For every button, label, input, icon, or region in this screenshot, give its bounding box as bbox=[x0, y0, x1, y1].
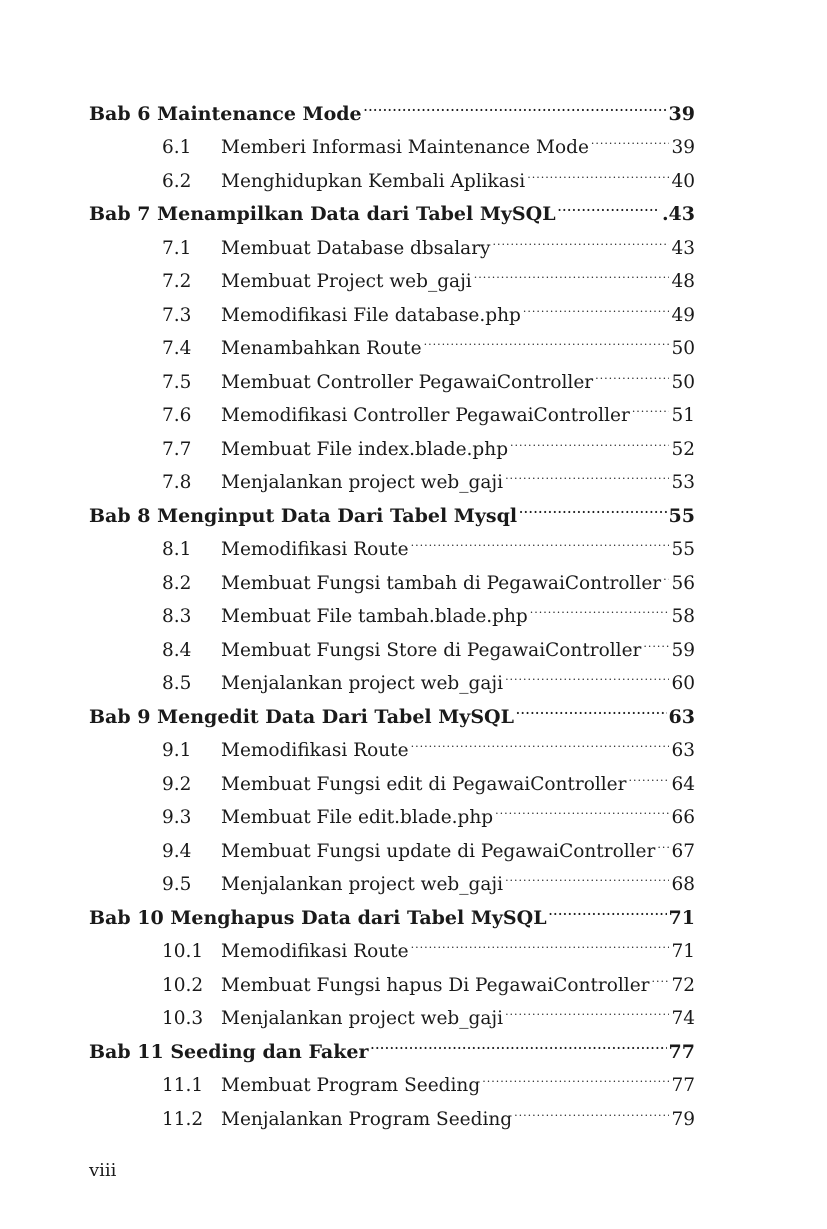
dot-leader bbox=[591, 120, 670, 154]
toc-page-number: .43 bbox=[661, 203, 695, 225]
toc-section-title: Memodifikasi Route bbox=[221, 740, 409, 761]
toc-page-number: 64 bbox=[671, 773, 695, 795]
dot-leader bbox=[523, 287, 670, 321]
dot-leader bbox=[549, 890, 667, 924]
toc-section-number: 11.1 bbox=[162, 1075, 204, 1096]
toc-page-number: 71 bbox=[671, 941, 695, 962]
toc-section-number: 9.5 bbox=[162, 874, 192, 895]
dot-leader bbox=[482, 1058, 669, 1092]
toc-page-number: 52 bbox=[671, 438, 695, 460]
dot-leader bbox=[371, 1024, 667, 1058]
toc-page-number: 43 bbox=[671, 237, 695, 259]
toc-page-number: 74 bbox=[671, 1008, 695, 1029]
dot-leader bbox=[516, 689, 667, 723]
toc-page-number: 39 bbox=[671, 137, 695, 158]
toc-page-number: 72 bbox=[671, 974, 695, 996]
toc-section-title: Membuat File tambah.blade.php bbox=[221, 606, 528, 627]
toc-page-number: 71 bbox=[668, 906, 695, 929]
toc-section-title: Membuat Controller PegawaiController bbox=[221, 371, 594, 393]
toc-section-number: 6.1 bbox=[162, 137, 192, 158]
toc-section-title: Membuat Program Seeding bbox=[221, 1075, 481, 1096]
toc-page-number: 67 bbox=[671, 840, 695, 862]
dot-leader bbox=[411, 723, 670, 757]
dot-leader bbox=[519, 488, 666, 522]
dot-leader bbox=[505, 991, 669, 1025]
toc-section-title: Menjalankan project web_gaji bbox=[221, 874, 504, 895]
toc-page-number: 50 bbox=[671, 371, 695, 393]
toc-page-number: 39 bbox=[668, 102, 695, 125]
dot-leader bbox=[411, 924, 670, 958]
toc-section-title: Memodifikasi Route bbox=[221, 941, 409, 962]
toc-section-title: Memodifikasi File database.php bbox=[221, 304, 521, 326]
toc-section-number: 7.1 bbox=[162, 237, 192, 259]
dot-leader bbox=[474, 254, 670, 288]
dot-leader bbox=[495, 790, 669, 824]
toc-section-title: Membuat File edit.blade.php bbox=[221, 807, 494, 828]
toc-section-number: 7.6 bbox=[162, 405, 192, 426]
toc-section-title: Menambahkan Route bbox=[221, 338, 422, 359]
toc-section-number: 8.4 bbox=[162, 639, 192, 661]
toc-section-number: 9.3 bbox=[162, 807, 192, 828]
toc-section-title: Membuat File index.blade.php bbox=[221, 438, 509, 460]
dot-leader bbox=[663, 555, 669, 589]
toc-section-number: 8.1 bbox=[162, 539, 192, 560]
dot-leader bbox=[505, 857, 669, 891]
toc-page-number: 48 bbox=[671, 271, 695, 292]
toc-page-number: 63 bbox=[671, 740, 695, 761]
toc-page-number: 49 bbox=[671, 304, 695, 326]
dot-leader bbox=[652, 957, 670, 991]
toc-section-number: 8.5 bbox=[162, 673, 192, 694]
toc-section-number: 7.4 bbox=[162, 338, 192, 359]
toc-section-title: Memberi Informasi Maintenance Mode bbox=[221, 137, 589, 158]
toc-section-number: 7.8 bbox=[162, 472, 192, 493]
toc-page-number: 50 bbox=[671, 338, 695, 359]
dot-leader bbox=[628, 756, 669, 790]
dot-leader bbox=[632, 388, 670, 422]
toc-section-title: Memodifikasi Controller PegawaiController bbox=[221, 405, 630, 426]
toc-page-number: 68 bbox=[671, 874, 695, 895]
toc-chapter-title: Bab 7 Menampilkan Data dari Tabel MySQL bbox=[89, 203, 556, 225]
toc-section-number: 7.7 bbox=[162, 438, 192, 460]
toc-section-number: 10.2 bbox=[162, 974, 204, 996]
toc-section-number: 11.2 bbox=[162, 1108, 204, 1130]
toc-page-number: 40 bbox=[671, 170, 695, 192]
toc-section-title: Menghidupkan Kembali Aplikasi bbox=[221, 170, 526, 192]
toc-section-number: 7.3 bbox=[162, 304, 192, 326]
toc-section-number: 9.4 bbox=[162, 840, 192, 862]
dot-leader bbox=[510, 421, 669, 455]
dot-leader bbox=[493, 220, 670, 254]
toc-section-title: Membuat Fungsi tambah di PegawaiController bbox=[221, 572, 662, 594]
toc-section-number: 8.3 bbox=[162, 606, 192, 627]
dot-leader bbox=[411, 522, 670, 556]
toc-page-number: 59 bbox=[671, 639, 695, 661]
dot-leader bbox=[530, 589, 670, 623]
page-number: viii bbox=[89, 1160, 117, 1181]
toc-section-title: Menjalankan project web_gaji bbox=[221, 472, 504, 493]
toc-section-number: 7.2 bbox=[162, 271, 192, 292]
toc-chapter-row[interactable] bbox=[89, 86, 695, 125]
dot-leader bbox=[514, 1091, 669, 1125]
toc-section-title: Memodifikasi Route bbox=[221, 539, 409, 560]
toc-page-number: 60 bbox=[671, 673, 695, 694]
toc-page-number: 55 bbox=[668, 504, 695, 527]
dot-leader bbox=[643, 622, 669, 656]
toc-page-number: 79 bbox=[671, 1108, 695, 1130]
toc-page-number: 56 bbox=[671, 572, 695, 594]
toc-page-number: 55 bbox=[671, 539, 695, 560]
toc-chapter-title: Bab 6 Maintenance Mode bbox=[89, 102, 362, 125]
toc-page-number: 58 bbox=[671, 606, 695, 627]
dot-leader bbox=[505, 656, 669, 690]
toc-section-number: 10.1 bbox=[162, 941, 204, 962]
toc-section-title: Membuat Database dbsalary bbox=[221, 237, 491, 259]
table-of-contents bbox=[89, 86, 695, 1130]
toc-section-title: Membuat Fungsi Store di PegawaiController bbox=[221, 639, 642, 661]
toc-section-title: Membuat Fungsi update di PegawaiController bbox=[221, 840, 656, 862]
toc-chapter-title: Bab 11 Seeding dan Faker bbox=[89, 1040, 369, 1063]
toc-section-number: 6.2 bbox=[162, 170, 192, 192]
toc-page-number: 53 bbox=[671, 472, 695, 493]
dot-leader bbox=[527, 153, 669, 187]
dot-leader bbox=[364, 86, 667, 120]
toc-section-title: Membuat Fungsi edit di PegawaiController bbox=[221, 773, 627, 795]
toc-page-number: 66 bbox=[671, 807, 695, 828]
dot-leader bbox=[424, 321, 670, 355]
dot-leader bbox=[505, 455, 669, 489]
toc-page-number: 63 bbox=[668, 705, 695, 728]
toc-page-number: 77 bbox=[668, 1040, 695, 1063]
toc-section-number: 9.1 bbox=[162, 740, 192, 761]
toc-section-number: 7.5 bbox=[162, 371, 192, 393]
toc-chapter-title: Bab 9 Mengedit Data Dari Tabel MySQL bbox=[89, 705, 514, 728]
toc-page-number: 77 bbox=[671, 1075, 695, 1096]
toc-section-number: 8.2 bbox=[162, 572, 192, 594]
toc-section-title: Membuat Project web_gaji bbox=[221, 271, 472, 292]
toc-chapter-title: Bab 8 Menginput Data Dari Tabel Mysql bbox=[89, 504, 518, 527]
dot-leader bbox=[657, 823, 669, 857]
toc-page-number: 51 bbox=[671, 405, 695, 426]
toc-chapter-title: Bab 10 Menghapus Data dari Tabel MySQL bbox=[89, 906, 547, 929]
toc-section-number: 10.3 bbox=[162, 1008, 204, 1029]
toc-section-number: 9.2 bbox=[162, 773, 192, 795]
dot-leader bbox=[558, 187, 660, 221]
toc-section-title: Menjalankan project web_gaji bbox=[221, 673, 504, 694]
toc-section-title: Menjalankan project web_gaji bbox=[221, 1008, 504, 1029]
toc-section-title: Menjalankan Program Seeding bbox=[221, 1108, 513, 1130]
dot-leader bbox=[595, 354, 669, 388]
toc-section-title: Membuat Fungsi hapus Di PegawaiController bbox=[221, 974, 650, 996]
